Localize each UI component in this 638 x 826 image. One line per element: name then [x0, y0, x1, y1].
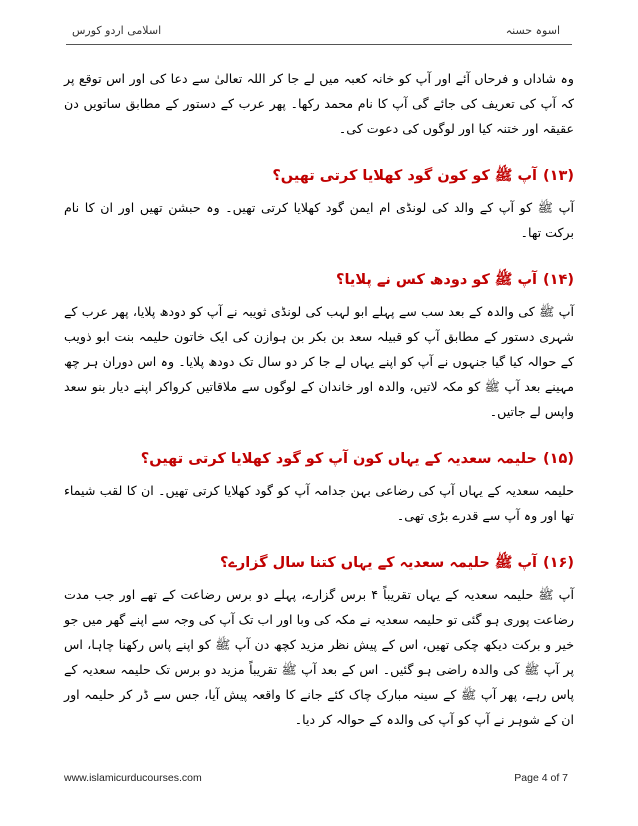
question-heading — [64, 446, 574, 472]
question-number: (۱۳) — [543, 168, 574, 184]
question-heading — [64, 550, 574, 576]
question-text: آپ ﷺ حلیمہ سعدیہ کے یہاں کتنا سال گزارے؟ — [219, 555, 538, 571]
page-body — [64, 66, 574, 732]
intro-paragraph: وہ شاداں و فرحاں آئے اور آپ کو خانہ کعبہ میں لے جا کر اللہ تعالیٰ سے دعا کی اور اس توقع پر کہ آپ کی تعریف کی جائے گی آپ کا نام محمد رکھا۔ پھر عرب کے دستور کے مطابق ساتویں دن عقیقہ اور ختنہ کیا اور لوگوں کی دعوت کی۔ — [64, 71, 574, 136]
question-text: آپ ﷺ کو کون گود کھلایا کرتی تھیں؟ — [272, 168, 538, 184]
footer-website-link[interactable]: www.islamicurducourses.com — [64, 772, 202, 784]
qa-section-15 — [64, 446, 574, 528]
header-divider — [66, 44, 572, 45]
qa-section-13 — [64, 163, 574, 245]
qa-section-14 — [64, 267, 574, 424]
question-heading — [64, 267, 574, 293]
answer-paragraph: آپ ﷺ کو آپ کے والد کی لونڈی ام ایمن گود کھلایا کرتی تھیں۔ وہ حبشن تھیں اور ان کا نام برکت تھا۔ — [64, 200, 574, 240]
answer-paragraph: آپ ﷺ کی والدہ کے بعد سب سے پہلے ابو لہب کی لونڈی ثویبہ نے آپ کو دودھ پلایا، پھر عرب کے شہری دستور کے مطابق آپ کو قبیلہ سعد بن بکر بن ہوازن کی ایک خاتون حلیمہ بنت ابو ذویب کے حوالہ کیا گیا جنہوں نے آپ کو اپنے یہاں لے جا کر دو سال تک دودھ پلایا۔ وہ اس دوران ہر چھ مہینے بعد آپ ﷺ کو مکہ لاتیں، والدہ اور خاندان کے لوگوں سے ملاقاتیں کرواکر اپنے دیار بنو سعد واپس لے جاتیں۔ — [64, 304, 574, 419]
header-book-title: اسوہ حسنہ — [505, 24, 560, 37]
header-course-title: اسلامی اردو کورس — [72, 24, 162, 37]
question-number: (۱۶) — [543, 555, 574, 571]
question-text: حلیمہ سعدیہ کے یہاں کون آپ کو گود کھلایا کرتی تھیں؟ — [140, 451, 538, 467]
qa-section-16 — [64, 550, 574, 732]
question-number: (۱۵) — [543, 451, 574, 467]
answer-paragraph: حلیمہ سعدیہ کے یہاں آپ کی رضاعی بہن جدامہ آپ کو گود کھلایا کرتی تھیں۔ ان کا لقب شیماء تھا اور وہ آپ سے قدرے بڑی تھی۔ — [64, 483, 574, 523]
question-heading — [64, 163, 574, 189]
answer-paragraph: آپ ﷺ حلیمہ سعدیہ کے یہاں تقریباً ۴ برس گزارے، پہلے دو برس رضاعت کے تھے اور جب مدت رضاعت پوری ہو گئی تو حلیمہ سعدیہ نے مکہ کی وبا اور اب تک آپ کی وجہ سے اپنے گھر میں جو خیر و برکت دیکھ چکی تھیں، اس کے پیش نظر مزید کچھ دن آپ ﷺ کو اپنے پاس رکھنا چاہا، اس پر آپ ﷺ کی والدہ راضی ہو گئیں۔ اس کے بعد آپ ﷺ تقریباً مزید دو برس تک حلیمہ سعدیہ کے پاس رہے، پھر آپ ﷺ کے سینہ مبارک چاک کئے جانے کا واقعہ پیش آیا، جس سے ڈر کر حلیمہ اور ان کے شوہر نے آپ کو آپ کی والدہ کے حوالہ کر دیا۔ — [64, 587, 574, 727]
question-text: آپ ﷺ کو دودھ کس نے پلایا؟ — [336, 272, 538, 288]
question-number: (۱۴) — [543, 272, 574, 288]
footer-page-number: Page 4 of 7 — [514, 772, 568, 784]
